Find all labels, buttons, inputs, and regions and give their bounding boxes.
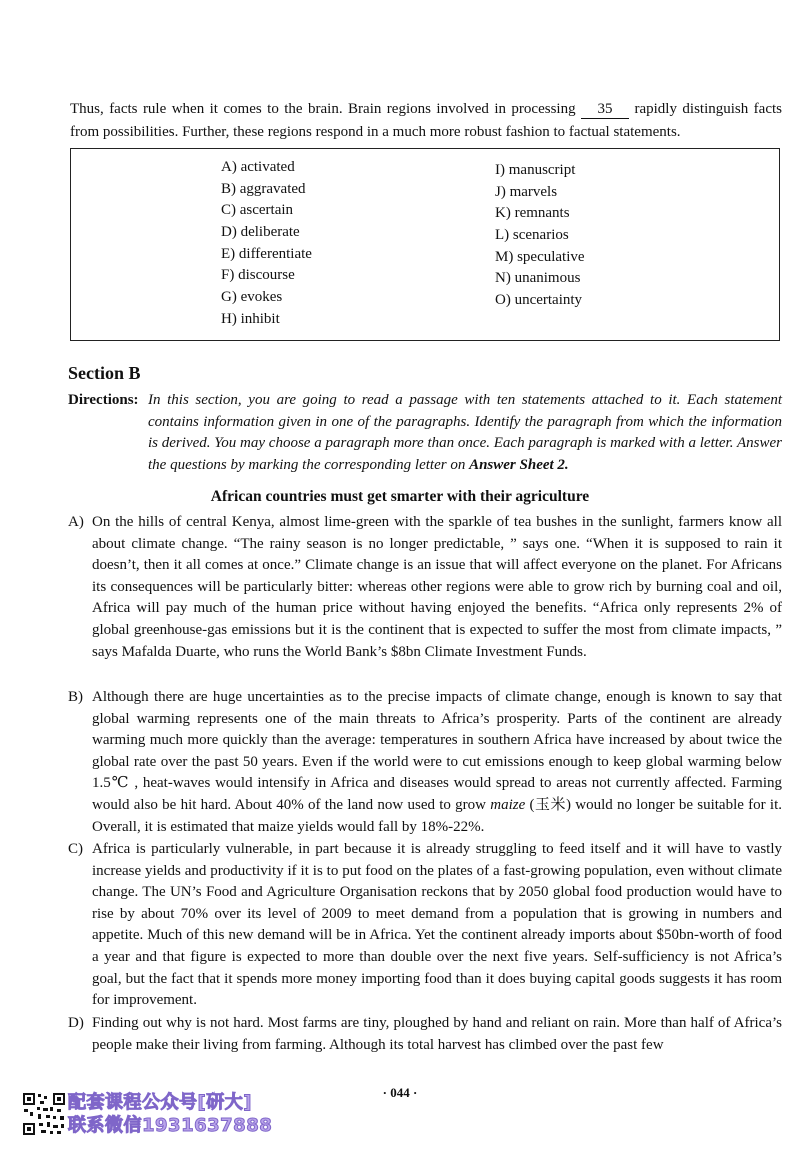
paragraph-text: On the hills of central Kenya, almost lime-green with the sparkle of tea bushes in the sunlight, farmers know all about climate change. “The rainy season is no longer predictable, ” says one. “When it is supposed to rain it doesn’t, then it all comes at once.” Climate change is an issue that will affect everyone on the planet. For Africans its consequences will be particularly bitter: whereas other regions were able to grow rich by burning coal and oil, Africa will pay much of the human price without having enjoyed the benefits. “Africa only represents 2% of global greenhouse-gas emissions but it is the continent that is expected to suffer the most from climate impacts, ” says Mafalda Duarte, who runs the World Bank’s $8bn Climate Investment Funds. xyxy=(92,514,782,660)
paragraph-b xyxy=(68,687,782,838)
passage-title: African countries must get smarter with their agriculture xyxy=(210,488,590,505)
word-option: N) unanimous xyxy=(495,270,581,287)
intro-text-after: rapidly distinguish facts from possibilities. Further, these regions respond in a much more robust fashion to factual statements. xyxy=(70,101,782,140)
word-option: C) ascertain xyxy=(221,202,294,219)
paragraph-c xyxy=(68,839,782,1012)
word-option: G) evokes xyxy=(221,289,283,306)
page-number: · 044 · xyxy=(382,1085,418,1100)
directions-label: Directions: xyxy=(68,392,139,408)
blank-35: 35 xyxy=(581,101,629,119)
paragraph-text-after: (玉米) would no longer be suitable for it. Overall, it is estimated that maize yields would fall by 18%-22%. xyxy=(92,796,782,835)
word-option: J) marvels xyxy=(495,183,558,200)
directions-text xyxy=(148,390,782,476)
watermark-line-1: 配套课程公众号[研大] xyxy=(68,1092,252,1113)
paragraph-letter: A) xyxy=(68,514,84,530)
paragraph-d xyxy=(68,1013,782,1056)
paragraph-text: Finding out why is not hard. Most farms are tiny, ploughed by hand and reliant on rain. More than half of Africa’s people make their living from farming. Although its total harvest has climbed over the past few xyxy=(92,1015,782,1053)
directions-answer-sheet: Answer Sheet 2. xyxy=(469,456,569,473)
word-bank-right-column xyxy=(495,160,585,312)
word-option: E) differentiate xyxy=(221,245,312,262)
word-option: A) activated xyxy=(221,159,295,175)
paragraph-text: Africa is particularly vulnerable, in part because it is already struggling to feed itself and it will have to vastly increase yields and productivity if it is to put food on the plates of a fast-growing population, even without climate change. The UN’s Food and Agriculture Organisation reckons that by 2050 global food production would have to rise by about 70% over its level of 2009 to meet demand from a population that is growing in numbers and appetite. Much of this new demand will be in Africa. Yet the continent already imports about $50bn-worth of food a year and that figure is expected to more than double over the next five years. Self-sufficiency is not Africa’s goal, but the fact that it spends more money importing food than it does buying capital goods suggests it has room for improvement. xyxy=(92,841,782,1009)
word-option: L) scenarios xyxy=(495,227,569,244)
paragraph-italic-term: maize xyxy=(490,796,526,813)
word-option: H) inhibit xyxy=(221,310,280,327)
paragraph-letter: D) xyxy=(68,1015,84,1031)
watermark-line-2: 联系微信1931637888 xyxy=(68,1115,273,1136)
section-title: Section B xyxy=(68,363,141,383)
intro-paragraph xyxy=(70,98,782,144)
word-option: D) deliberate xyxy=(221,224,300,241)
word-option: O) uncertainty xyxy=(495,292,583,309)
paragraph-text xyxy=(92,687,782,838)
word-option: M) speculative xyxy=(495,248,585,265)
word-bank-box xyxy=(70,148,780,341)
intro-text-before: Thus, facts rule when it comes to the brain. Brain regions involved in processing xyxy=(70,101,582,117)
qr-code-icon xyxy=(22,1092,66,1136)
paragraph-letter: B) xyxy=(68,689,83,705)
word-option: F) discourse xyxy=(221,267,295,284)
watermark xyxy=(22,1092,322,1142)
word-option: B) aggravated xyxy=(221,180,306,197)
directions-body: In this section, you are going to read a passage with ten statements attached to it. Each statement contains information given in one of the paragraphs. Identify the paragraph from which the information is derived. You may choose a paragraph more than once. Each paragraph is marked with a letter. Answer the questions by marking the corresponding letter on xyxy=(148,392,782,473)
paragraph-a xyxy=(68,512,782,663)
paragraph-text-main: Although there are huge uncertainties as to the precise impacts of climate change, enough is known to say that global warming represents one of the main threats to Africa’s prosperity. Parts of the continent are already warming much more quickly than the average: temperatures in southern Africa have increased by about twice the global rate over the past 50 years. Even if the world were to cut emissions enough to keep global warming below 1.5℃ , heat-waves would intensify in Africa and diseases would spread to areas not currently affected. Farming would also be hit hard. About 40% of the land now used to grow xyxy=(92,689,782,813)
word-bank-left-column xyxy=(221,157,312,331)
word-option: I) manuscript xyxy=(495,162,576,178)
paragraph-letter: C) xyxy=(68,841,83,857)
word-option: K) remnants xyxy=(495,205,570,222)
